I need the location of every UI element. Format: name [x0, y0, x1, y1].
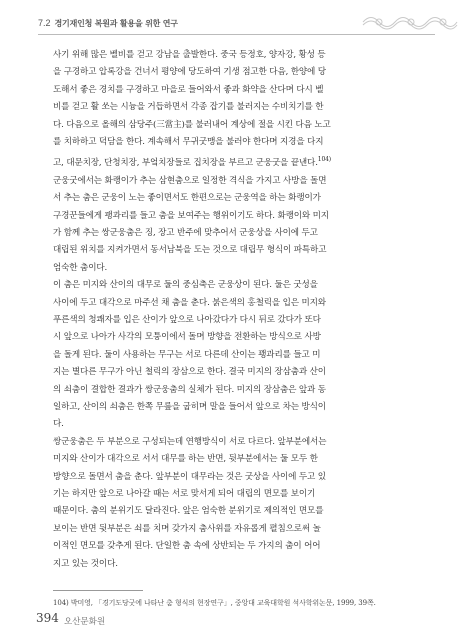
text-line: 때문이다. 춤의 분위기도 달라진다. 앞은 엄숙한 분위기로 제의적인 면모를: [53, 506, 324, 517]
text-line: 을 구경하고 압록강을 건너서 평양에 당도하여 기생 점고한 다음, 한양에 당: [53, 67, 326, 78]
header-rule: [38, 34, 435, 35]
text-line: 다. 다음으로 올해의 삼당주(三當主)를 불러내어 계상에 절을 시킨 다음 노고: [53, 119, 331, 130]
text-line: 대립된 위치를 지켜가면서 동서남북을 도는 것으로 대립무 형식이 파특하고: [53, 245, 327, 256]
section-number: 7.2: [38, 18, 51, 28]
text-line: 다.: [53, 419, 64, 430]
text-line: 사이에 두고 대각으로 마주선 채 춤을 춘다. 붉은색의 홍철릭을 입은 미지와: [53, 297, 326, 308]
text-line: 지는 별다른 무구가 아닌 철릭의 장삼으로 한다. 결국 미지의 장삼춤과 산이: [53, 367, 326, 378]
text-line: 엄숙한 춤이다.: [53, 262, 108, 273]
running-header: [38, 16, 178, 30]
text-line: 푸른색의 청쾌자를 입은 산이가 앞으로 나아갔다가 다시 뒤로 갔다가 또다: [53, 314, 321, 325]
section-title: 경기재인청 복원과 활용을 위한 연구: [54, 18, 178, 28]
text-line: 고, 대문치장, 단청치장, 부엌치장들로 집치장을 부르고 군웅굿을 끝낸다.: [53, 158, 318, 169]
footnote-rule: [53, 590, 143, 591]
text-line: 군웅굿에서는 화랭이가 추는 삼현춤으로 일정한 격식을 가지고 사방을 돌면: [53, 175, 327, 186]
text-line: 기는 하지만 앞으로 나아갈 때는 서로 맞서게 되어 대립의 면모를 보이기: [53, 489, 316, 500]
text-line: 도해서 좋은 경치를 구경하고 마을로 들어와서 좋과 화약을 산다며 다시 벨: [53, 84, 324, 95]
text-line: 비를 걷고 활 쏘는 시늉을 거듭하면서 각종 잡기를 불러지는 수비치기를 한: [53, 102, 324, 113]
header-ornament-icon: [359, 11, 459, 33]
text-line: 방향으로 돌면서 춤을 춘다. 앞부분이 대무라는 것은 굿상을 사이에 두고 있: [53, 471, 326, 482]
text-line: 의 쇠춤이 결합한 결과가 쌍군웅춤의 실체가 된다. 미지의 장삼춤은 앞과 동: [53, 384, 326, 395]
text-line-with-footnote: [53, 151, 428, 172]
text-line: 서 추는 춤은 군웅이 노는 좋이면서도 한편으로는 군웅역을 하는 화랭이가: [53, 193, 321, 204]
text-line: 구경꾼들에게 팽과리를 들고 춤을 보여주는 행위이기도 하다. 화랭이와 미지: [53, 210, 329, 221]
footnote-reference[interactable]: 104): [317, 156, 331, 164]
text-line: 사기 위해 많은 벨비를 걷고 강남을 출발한다. 중국 등정호, 양자강, 황성 등: [53, 50, 326, 60]
text-line: 시 앞으로 나아가 사각의 모퉁이에서 돌며 방향을 전환하는 방식으로 사방: [53, 332, 321, 343]
text-line: 을 돌게 된다. 둘이 사용하는 무구는 서로 다른데 산이는 꽹과리를 들고 미: [53, 349, 321, 360]
text-line: 보이는 반면 뒷부분은 쇠를 치며 갖가지 춤사위를 자유롭게 펼침으로써 놀: [53, 523, 321, 534]
book-title: 오산문화원: [64, 617, 106, 627]
text-line: 가 함께 추는 쌍군웅춤은 징, 장고 반주에 맞추어서 군웅상을 사이에 두고: [53, 227, 318, 238]
body-text: [53, 47, 428, 573]
text-line: 미지와 산이가 대각으로 서서 대무를 하는 반면, 뒷부분에서는 둘 모두 한: [53, 454, 318, 465]
text-line: 쌍군웅춤은 두 부분으로 구성되는데 연행방식이 서로 다르다. 앞부분에서는: [53, 436, 327, 447]
text-line: 를 치하하고 덕담을 한다. 계속해서 무귀굿맹을 불러야 한다며 지경을 다지: [53, 137, 324, 148]
text-line: 이 춤은 미지와 산이의 대무로 둘의 중심축은 군웅상이 된다. 둘은 굿성을: [53, 280, 318, 291]
text-line: 지고 있는 것이다.: [53, 558, 118, 569]
footnote: 104) 박미영, 「경기도당굿에 나타난 춤 형식의 현장연구」, 중앙대 교육대학원 석사학위논문, 1999, 39쪽.: [53, 599, 376, 607]
text-line: 일하고, 산이의 쇠춤은 한쪽 무릎을 굽히며 말을 들어서 앞으로 차는 방식이: [53, 401, 326, 412]
text-line: 이적인 면모를 갖추게 된다. 단일한 춤 속에 상반되는 두 가지의 춤이 어어: [53, 541, 321, 552]
page-number: 394: [36, 611, 59, 625]
